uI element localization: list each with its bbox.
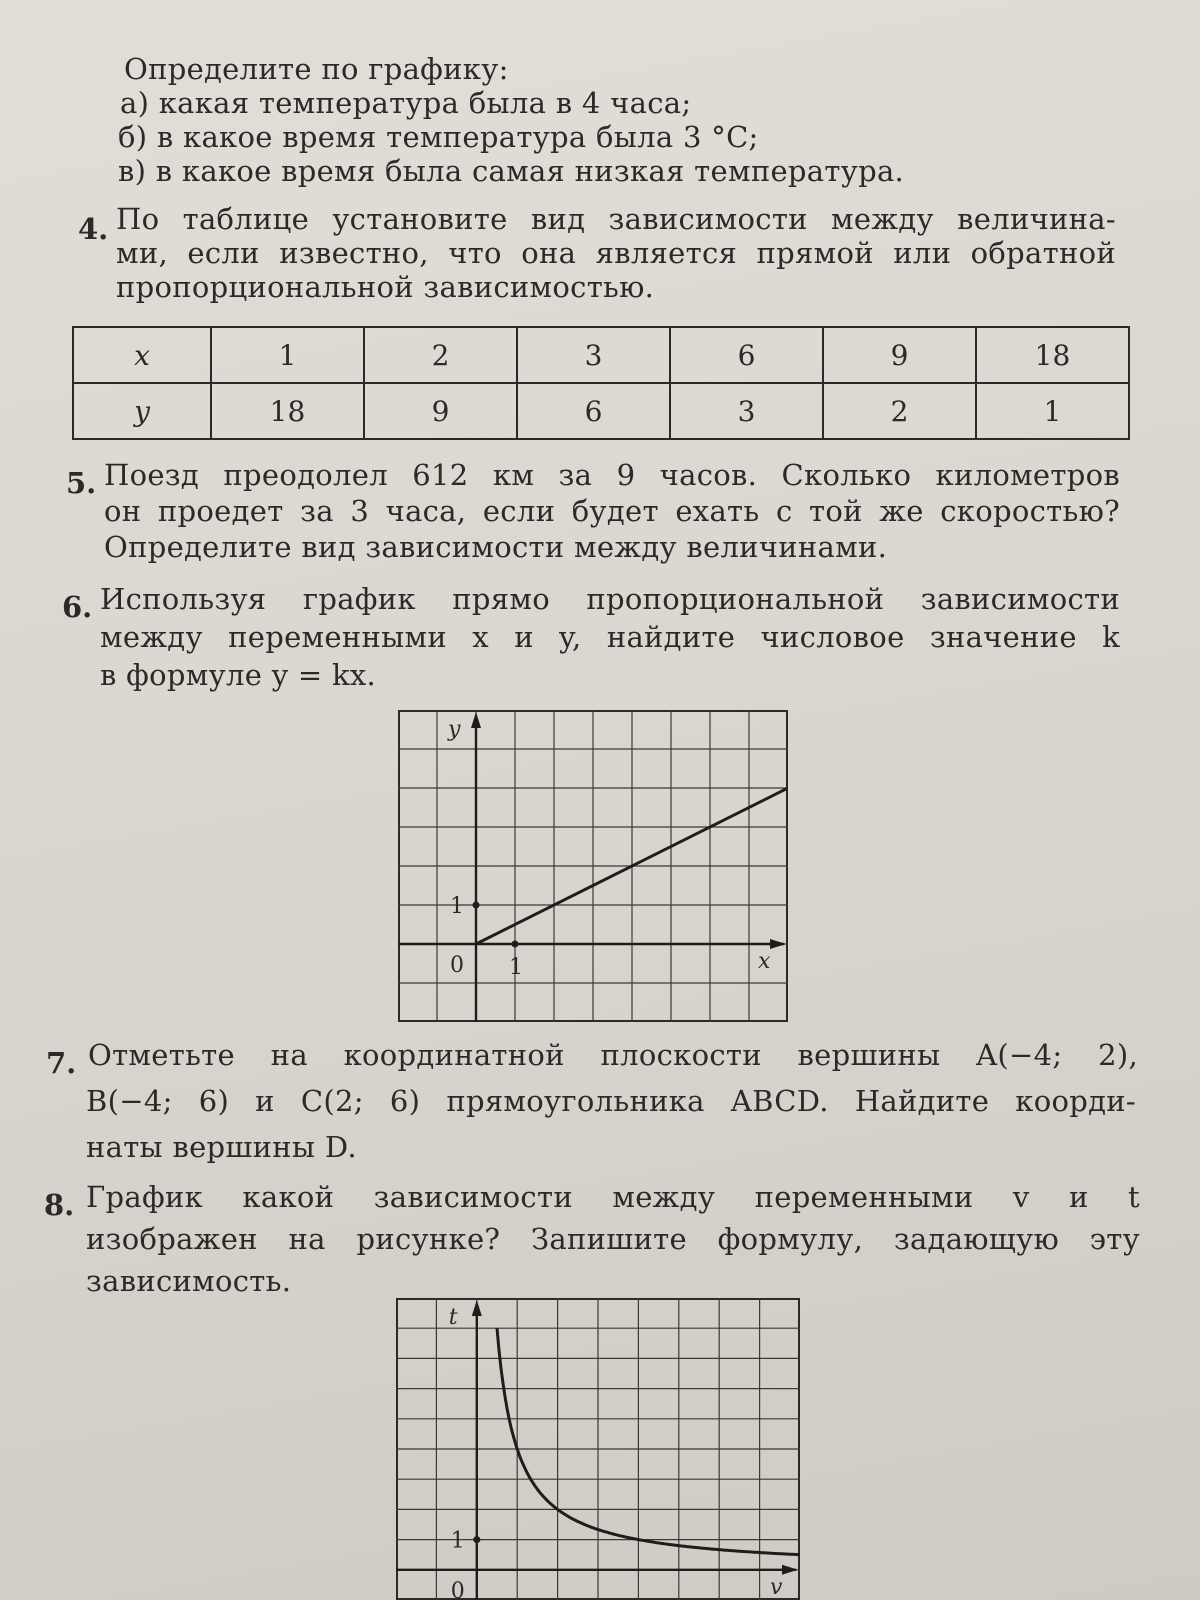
task7-line-3: наты вершины D. <box>86 1130 357 1164</box>
task6-number: 6. <box>62 590 93 624</box>
task6-line-2: между переменными x и y, найдите числовое значение k <box>100 620 1120 654</box>
task4-number: 4. <box>78 212 109 246</box>
x-axis-arrow <box>782 1565 798 1575</box>
table-cell: 6 <box>517 383 670 439</box>
table-row-x <box>73 327 1129 383</box>
table-cell: 3 <box>517 327 670 383</box>
task8-line-3: зависимость. <box>86 1264 292 1298</box>
table-row-y <box>73 383 1129 439</box>
intro-lead: Определите по графику: <box>124 52 509 86</box>
task7-number: 7. <box>46 1046 77 1080</box>
task8-graph-svg <box>396 1298 800 1600</box>
origin-label: 0 <box>450 953 464 978</box>
task8-line-2: изображен на рисунке? Запишите формулу, задающую эту <box>86 1222 1140 1256</box>
x-axis-label: x <box>758 949 771 974</box>
task7-line-1: Отметьте на координатной плоскости вершины A(−4; 2), <box>88 1038 1138 1072</box>
task7-line-2: B(−4; 6) и C(2; 6) прямоугольника ABCD. Найдите коорди- <box>86 1084 1136 1118</box>
table-header-y: y <box>73 383 211 439</box>
y-tick-label: 1 <box>450 1528 465 1554</box>
x-axis-label: v <box>770 1574 783 1600</box>
x-tick-point <box>512 941 519 948</box>
task5-line-2: он проедет за 3 часа, если будет ехать с той же скоростью? <box>104 494 1120 528</box>
task4-table <box>72 326 1130 440</box>
y-axis-arrow <box>472 1300 482 1316</box>
y-tick-point <box>473 1536 480 1543</box>
task5-line-1: Поезд преодолел 612 км за 9 часов. Сколько километров <box>104 458 1120 492</box>
task6-graph-svg <box>398 710 788 1022</box>
table-cell: 18 <box>211 383 364 439</box>
origin-label: 0 <box>450 1578 465 1600</box>
task4-line-2: ми, если известно, что она является прямой или обратной <box>116 236 1116 270</box>
table-header-x: x <box>73 327 211 383</box>
table-cell: 9 <box>823 327 976 383</box>
task4-line-1: По таблице установите вид зависимости между величина- <box>116 202 1116 236</box>
task6-line-3: в формуле y = kx. <box>100 658 377 692</box>
table-cell: 6 <box>670 327 823 383</box>
task8-number: 8. <box>44 1188 75 1222</box>
y-tick-label: 1 <box>450 894 464 919</box>
task5-line-3: Определите вид зависимости между величинами. <box>104 530 888 564</box>
task6-line-1: Используя график прямо пропорциональной зависимости <box>100 582 1120 616</box>
y-axis-label: y <box>448 717 461 742</box>
task8-graph <box>396 1298 800 1600</box>
task5-number: 5. <box>66 466 97 500</box>
x-tick-label: 1 <box>509 955 523 980</box>
table-cell: 1 <box>211 327 364 383</box>
table-cell: 1 <box>976 383 1129 439</box>
table-cell: 18 <box>976 327 1129 383</box>
task4-line-3: пропорциональной зависимостью. <box>116 270 655 304</box>
x-axis-arrow <box>770 939 786 949</box>
table-cell: 3 <box>670 383 823 439</box>
table-cell: 2 <box>364 327 517 383</box>
table-cell: 2 <box>823 383 976 439</box>
task6-graph <box>398 710 788 1022</box>
y-axis-label: t <box>448 1305 458 1330</box>
series-line <box>497 1328 800 1555</box>
task8-line-1: График какой зависимости между переменными v и t <box>86 1180 1140 1214</box>
intro-item-c: в) в какое время была самая низкая температура. <box>118 154 905 188</box>
intro-item-b: б) в какое время температура была 3 °С; <box>118 120 759 154</box>
intro-item-a: а) какая температура была в 4 часа; <box>120 86 692 120</box>
y-tick-point <box>473 902 480 909</box>
table-cell: 9 <box>364 383 517 439</box>
y-axis-arrow <box>471 712 481 728</box>
